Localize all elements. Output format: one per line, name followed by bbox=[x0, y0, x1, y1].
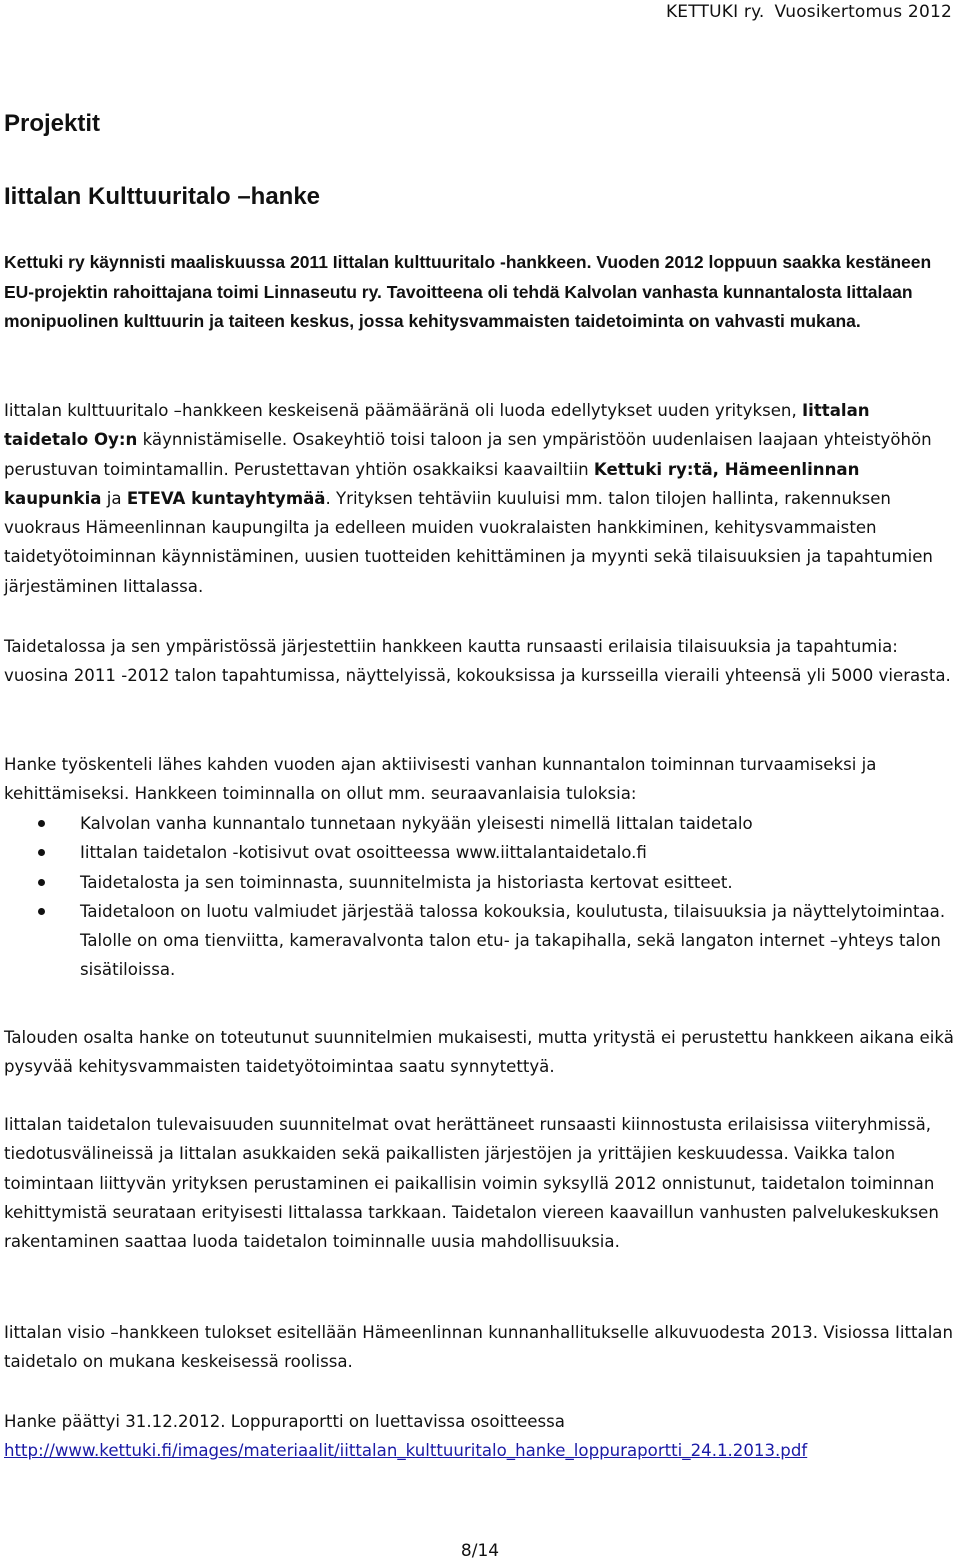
goal-text-g: . Yrityksen tehtäviin kuuluisi mm. talon tilojen hallinta, rakennuksen vuokraus Hämeenlinnan kaupungilta ja edelleen muiden vuokralaisten hankkiminen, kehitysvammaisten taidetyötoiminnan käynnistäminen, uusien tuotteiden kehittäminen ja myynti sekä tilaisuuksien ja tapahtumien järjestäminen Iittalassa. bbox=[4, 488, 933, 596]
bullet-icon bbox=[38, 908, 45, 915]
vision-paragraph: Iittalan visio –hankkeen tulokset esitellään Hämeenlinnan kunnanhallitukselle alkuvuodesta 2013. Visiossa Iittalan taidetalo on mukana keskeisessä roolissa. bbox=[4, 1323, 953, 1372]
list-item-text: Taidetaloon on luotu valmiudet järjestää talossa kokouksia, koulutusta, tilaisuuksia ja näyttelytoimintaa. Talolle on oma tienviitta, kameravalvonta talon etu- ja takapihalla, sekä langaton internet –yhteys talon sisätiloissa. bbox=[80, 901, 946, 980]
bullet-icon bbox=[38, 849, 45, 856]
list-item bbox=[4, 897, 954, 985]
events-paragraph: Taidetalossa ja sen ympäristössä järjestettiin hankkeen kautta runsaasti erilaisia tilaisuuksia ja tapahtumia: vuosina 2011 -2012 talon tapahtumissa, näyttelyissä, kokouksissa ja kursseilla vieraili yhteensä yli 5000 vierasta. bbox=[4, 637, 951, 686]
project-title: Iittalan Kulttuuritalo –hanke bbox=[4, 183, 321, 210]
goal-text-a: Iittalan kulttuuritalo –hankkeen keskeisenä päämääränä oli luoda edellytykset uuden yrityksen, bbox=[4, 401, 802, 420]
report-paragraph bbox=[4, 1407, 954, 1466]
list-item-text: Iittalan taidetalon -kotisivut ovat osoitteessa www.iittalantaidetalo.fi bbox=[80, 843, 647, 863]
eteva-name: ETEVA kuntayhtymää bbox=[126, 488, 326, 508]
list-item bbox=[4, 868, 954, 897]
results-list bbox=[4, 809, 954, 985]
finance-paragraph: Talouden osalta hanke on toteutunut suunnitelmien mukaisesti, mutta yritystä ei perustettu hankkeen aikana eikä pysyvää kehitysvammaisten taidetyötoimintaa saatu synnytettyä. bbox=[4, 1028, 954, 1077]
results-intro-paragraph: Hanke työskenteli lähes kahden vuoden ajan aktiivisesti vanhan kunnantalon toiminnan turvaamiseksi ja kehittämiseksi. Hankkeen toiminnalla on ollut mm. seuraavanlaisia tuloksia: bbox=[4, 755, 877, 804]
running-header bbox=[666, 2, 952, 22]
future-paragraph: Iittalan taidetalon tulevaisuuden suunnitelmat ovat herättäneet runsaasti kiinnostusta erilaisissa viiteryhmissä, tiedotusvälineissä ja Iittalan asukkaiden sekä paikallisten järjestöjen ja yrittäjien keskuudessa. Vaikka talon toimintaan liittyvän yrityksen perustaminen ei paikallisin voimin syksyllä 2012 onnistunut, taidetalon toiminnan kehittymistä seurataan erityisesti Iittalassa tarkkaan. Taidetalon viereen kaavaillun vanhusten palvelukeskuksen rakentaminen saattaa luoda taidetalon toiminnalle uusia mahdollisuuksia. bbox=[4, 1115, 939, 1252]
goal-paragraph bbox=[4, 396, 954, 601]
page-number: 8/14 bbox=[460, 1541, 500, 1561]
report-text: Hanke päättyi 31.12.2012. Loppuraportti on luettavissa osoitteessa bbox=[4, 1412, 565, 1431]
list-item-text: Kalvolan vanha kunnantalo tunnetaan nykyään yleisesti nimellä Iittalan taidetalo bbox=[80, 814, 753, 833]
list-item-text: Taidetalosta ja sen toiminnasta, suunnitelmista ja historiasta kertovat esitteet. bbox=[80, 872, 733, 892]
section-title: Projektit bbox=[4, 110, 101, 137]
list-item bbox=[4, 838, 954, 867]
list-item bbox=[4, 809, 954, 838]
bullet-icon bbox=[38, 820, 45, 827]
header-doc: Vuosikertomus 2012 bbox=[774, 2, 952, 22]
header-org: KETTUKI ry. bbox=[665, 2, 765, 22]
goal-text-c: käynnistämiselle. Osakeyhtiö toisi taloon ja sen ympäristöön uudenlaisen laajaan yhteistyöhön perustuvan toimintamallin. Perustettavan yhtiön osakkaiksi kaavailtiin bbox=[4, 430, 932, 479]
report-link[interactable]: http://www.kettuki.fi/images/materiaalit/iittalan_kulttuuritalo_hanke_loppuraportti_24.1.2013.pdf bbox=[4, 1441, 808, 1461]
owners-name: Kettuki ry:tä, Hämeenlinnan kaupunkia bbox=[4, 459, 860, 508]
goal-text-e: ja bbox=[101, 488, 127, 508]
intro-paragraph: Kettuki ry käynnisti maaliskuussa 2011 Iittalan kulttuuritalo -hankkeen. Vuoden 2012 loppuun saakka kestäneen EU-projektin rahoittajana toimi Linnaseutu ry. Tavoitteena oli tehdä Kalvolan vanhasta kunnantalosta Iittalaan monipuolinen kulttuurin ja taiteen keskus, jossa kehitysvammaisten taidetoiminta on vahvasti mukana. bbox=[4, 252, 932, 331]
company-name: Iittalan taidetalo Oy:n bbox=[4, 401, 870, 450]
bullet-icon bbox=[38, 879, 45, 886]
